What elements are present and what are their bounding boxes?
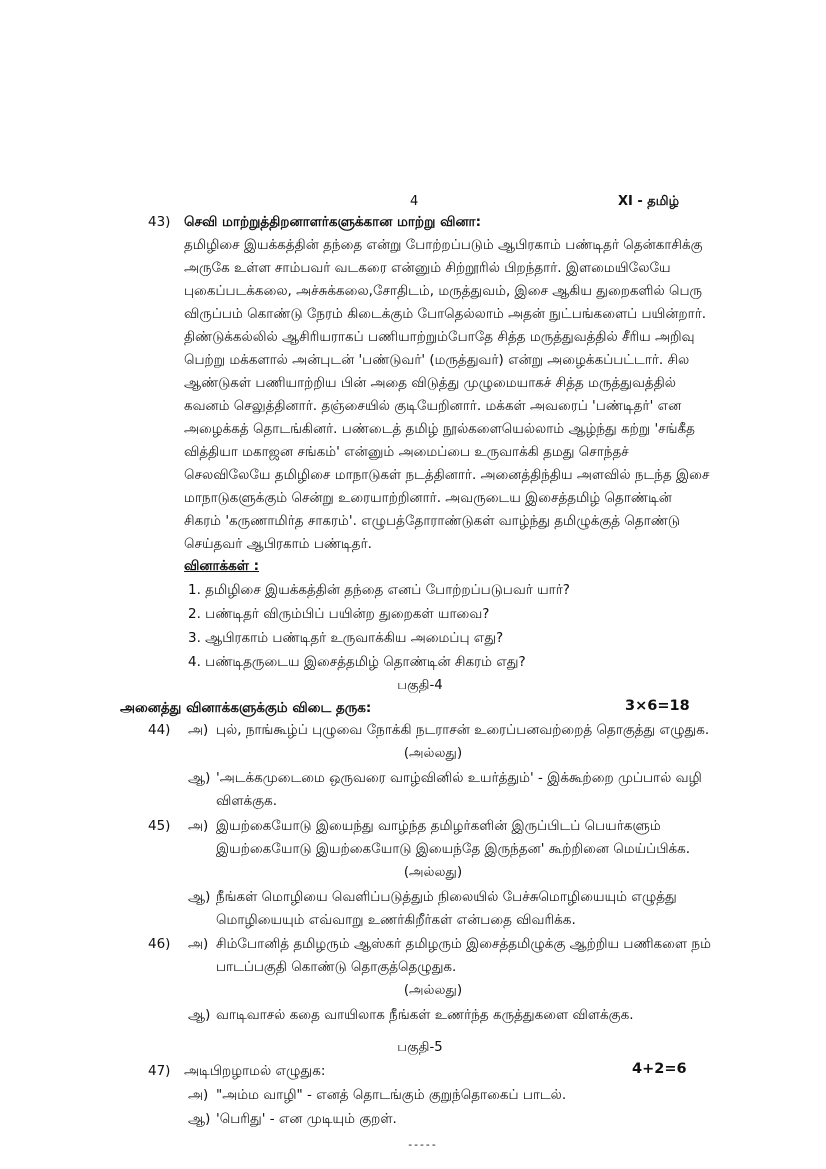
question-44-a-text: புல், நாங்கூழ்ப் புழுவை நோக்கி நடராசன் உரைப்பனவற்றைத் தொகுத்து எழுதுக.	[216, 722, 710, 738]
end-mark: -----	[408, 1138, 438, 1151]
question-45-b-label: ஆ)	[188, 889, 211, 905]
passage-line: செலவிலேயே தமிழிசை மாநாடுகள் நடத்தினார். அனைத்திந்திய அளவில் நடந்த இசை	[184, 467, 710, 483]
passage-line: கவனம் செலுத்தினார். தஞ்சையில் குடியேறினார். மக்கள் அவரைப் 'பண்டிதர்' என	[184, 398, 682, 414]
question-43-item: 4. பண்டிதருடைய இசைத்தமிழ் தொண்டின் சிகரம் எது?	[188, 654, 526, 670]
question-47-a-label: அ)	[188, 1087, 209, 1103]
question-45-number: 45)	[148, 818, 171, 834]
passage-line: தமிழிசை இயக்கத்தின் தந்தை என்று போற்றப்படும் ஆபிரகாம் பண்டிதர் தென்காசிக்கு	[184, 237, 703, 253]
question-46-number: 46)	[148, 936, 171, 952]
passage-line: அழைக்கத் தொடங்கினர். பண்டைத் தமிழ் நூல்களையெல்லாம் ஆழ்ந்து கற்று 'சங்கீத	[184, 421, 695, 437]
question-45-a-line: இயற்கையோடு இயற்கையோடு இயைந்தே இருந்தன' கூற்றினை மெய்ப்பிக்க.	[216, 841, 691, 857]
or-label: (அல்லது)	[403, 746, 463, 761]
or-label: (அல்லது)	[403, 865, 463, 880]
or-label: (அல்லது)	[403, 983, 463, 998]
question-43-number: 43)	[148, 214, 171, 230]
question-47-b-label: ஆ)	[188, 1111, 211, 1127]
passage-line: செய்தவர் ஆபிரகாம் பண்டிதர்.	[184, 536, 372, 552]
question-43-item: 1. தமிழிசை இயக்கத்தின் தந்தை எனப் போற்றப்படுபவர் யார்?	[188, 582, 570, 598]
question-44-number: 44)	[148, 722, 171, 738]
page-number: 4	[410, 194, 419, 209]
passage-line: மாநாடுகளுக்கும் சென்று உரையாற்றினார். அவருடைய இசைத்தமிழ் தொண்டின்	[184, 490, 672, 506]
question-44-b-label: ஆ)	[188, 770, 211, 786]
passage-line: பெற்று மக்களால் அன்புடன் 'பண்டுவர்' (மருத்துவர்) என்று அழைக்கப்பட்டார். சில	[184, 352, 690, 368]
question-45-b-line: நீங்கள் மொழியை வெளிப்படுத்தும் நிலையில் பேச்சுமொழியையும் எழுத்து	[216, 889, 677, 905]
question-45-b-line: மொழியையும் எவ்வாறு உணர்கிறீர்கள் என்பதை விவரிக்க.	[216, 912, 576, 928]
question-46-a-line: பாடப்பகுதி கொண்டு தொகுத்தெழுதுக.	[216, 959, 457, 975]
passage-line: திண்டுக்கல்லில் ஆசிரியராகப் பணியாற்றும்போதே சித்த மருத்துவத்தில் சீரிய அறிவு	[184, 329, 695, 345]
question-47-title: அடிபிறழாமல் எழுதுக:	[184, 1063, 326, 1079]
question-47-b-text: 'பெரிது' - என முடியும் குறள்.	[216, 1111, 397, 1127]
passage-line: அருகே உள்ள சாம்பவர் வடகரை என்னும் சிற்றூரில் பிறந்தார். இளமையிலேயே	[184, 260, 671, 276]
section-5-title: பகுதி-5	[397, 1040, 443, 1055]
question-43-item: 2. பண்டிதர் விரும்பிப் பயின்ற துறைகள் யாவை?	[188, 606, 490, 622]
passage-line: சிகரம் 'கருணாமிர்த சாகரம்'. எழுபத்தோராண்டுகள் வாழ்ந்து தமிழுக்குத் தொண்டு	[184, 513, 680, 529]
question-45-a-label: அ)	[188, 818, 209, 834]
question-43-title: செவி மாற்றுத்திறனாளர்களுக்கான மாற்று வினா:	[184, 214, 482, 230]
question-43-item: 3. ஆபிரகாம் பண்டிதர் உருவாக்கிய அமைப்பு எது?	[188, 630, 504, 646]
question-46-b-text: வாடிவாசல் கதை வாயிலாக நீங்கள் உணர்ந்த கருத்துகளை விளக்குக.	[216, 1007, 634, 1023]
passage-line: ஆண்டுகள் பணியாற்றிய பின் அதை விடுத்து முழுமையாகச் சித்த மருத்துவத்தில்	[184, 375, 676, 391]
question-45-a-line: இயற்கையோடு இயைந்து வாழ்ந்த தமிழர்களின் இருப்பிடப் பெயர்களும்	[216, 818, 661, 834]
questions-heading: வினாக்கள் :	[184, 558, 260, 574]
question-46-a-line: சிம்போனித் தமிழரும் ஆஸ்கர் தமிழரும் இசைத்தமிழுக்கு ஆற்றிய பணிகளை நம்	[216, 936, 711, 952]
question-47-a-text: "அம்ம வாழி" - எனத் தொடங்கும் குறுந்தொகைப் பாடல்.	[216, 1087, 567, 1103]
subject-header: XI - தமிழ்	[618, 194, 680, 209]
section-5-marks: 4+2=6	[632, 1061, 687, 1077]
question-46-a-label: அ)	[188, 936, 209, 952]
question-44-b-line: 'அடக்கமுடைமை ஒருவரை வாழ்வினில் உயர்த்தும்' - இக்கூற்றை முப்பால் வழி	[216, 770, 702, 786]
question-47-number: 47)	[148, 1063, 171, 1079]
section-4-instruction: அனைத்து வினாக்களுக்கும் விடை தருக:	[120, 700, 372, 716]
question-46-b-label: ஆ)	[188, 1007, 211, 1023]
section-4-marks: 3×6=18	[625, 698, 690, 714]
passage-line: விருப்பம் கொண்டு நேரம் கிடைக்கும் போதெல்லாம் அதன் நுட்பங்களைப் பயின்றார்.	[184, 306, 707, 322]
question-44-a-label: அ)	[188, 722, 209, 738]
section-4-title: பகுதி-4	[397, 678, 443, 693]
passage-line: வித்தியா மகாஜன சங்கம்' என்னும் அமைப்பை உருவாக்கி தமது சொந்தச்	[184, 444, 629, 460]
question-44-b-line: விளக்குக.	[216, 793, 278, 809]
passage-line: புகைப்படக்கலை, அச்சுக்கலை,சோதிடம், மருத்துவம், இசை ஆகிய துறைகளில் பெரு	[184, 283, 703, 299]
